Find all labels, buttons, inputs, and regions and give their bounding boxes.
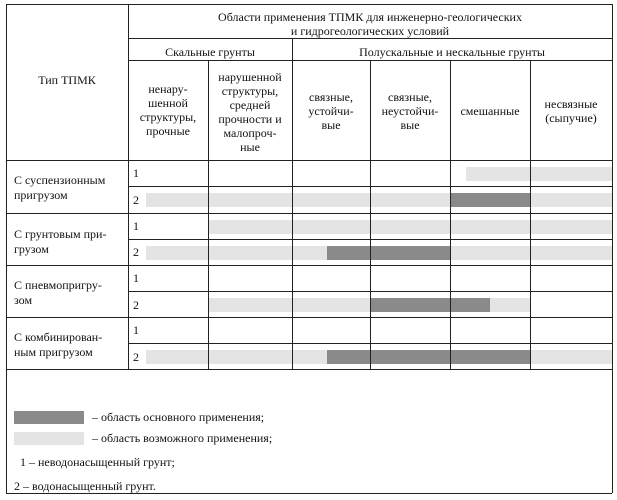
row-sub-number: 1 xyxy=(133,323,139,337)
possible-application-bar xyxy=(208,220,612,234)
column-header-cohesive-stable: связные, устойчи- вые xyxy=(308,90,354,132)
row-sub-number: 1 xyxy=(133,166,139,180)
possible-application-bar xyxy=(208,298,370,312)
group-row-line xyxy=(6,317,612,318)
header-rocky-group: Скальные грунты xyxy=(165,45,255,59)
main-application-bar xyxy=(327,350,530,364)
legend-note-unsaturated: 1 – неводонасыщенный грунт; xyxy=(20,455,175,469)
group-row-line xyxy=(6,265,612,266)
possible-application-bar xyxy=(146,193,450,207)
table-body-bottom-line xyxy=(6,369,612,370)
table-border-left xyxy=(6,4,7,493)
row-label-soil: С грунтовым при- грузом xyxy=(14,227,107,256)
possible-application-bar xyxy=(450,246,612,260)
header-semi-group: Полускальные и нескальные грунты xyxy=(359,45,545,59)
possible-application-bar xyxy=(466,167,612,181)
legend-main-text: – область основного применения; xyxy=(92,410,265,424)
legend-possible-swatch xyxy=(14,432,84,445)
sub-row-line xyxy=(128,291,612,292)
possible-application-bar xyxy=(146,350,327,364)
column-header-undisturbed: ненару- шенной структуры, прочные xyxy=(139,82,197,138)
column-header-loose: несвязные (сыпучие) xyxy=(544,97,598,125)
main-application-bar xyxy=(327,246,450,260)
row-label-suspension: С суспензионным пригрузом xyxy=(14,173,106,202)
sub-row-line xyxy=(128,239,612,240)
row-label-pneumo: С пневмопригру- зом xyxy=(14,278,102,307)
sub-row-line xyxy=(128,186,612,187)
legend-possible-text: – область возможного применения; xyxy=(92,431,273,445)
possible-application-bar xyxy=(146,246,327,260)
group-row-line xyxy=(6,213,612,214)
row-sub-number: 2 xyxy=(133,193,139,207)
group-divider-line xyxy=(292,38,293,369)
main-application-bar xyxy=(450,193,530,207)
possible-application-bar xyxy=(530,350,612,364)
possible-application-bar xyxy=(530,193,612,207)
column-header-mixed: смешанные xyxy=(460,104,520,118)
header-divider xyxy=(128,38,612,39)
main-application-bar xyxy=(370,298,490,312)
row-sub-number: 1 xyxy=(133,219,139,233)
column-header-disturbed: нарушенной структуры, средней прочности и малопроч- ные xyxy=(218,70,282,154)
row-sub-number: 2 xyxy=(133,350,139,364)
row-label-combined: С комбинирован- ным пригрузом xyxy=(14,330,103,359)
header-bottom-line xyxy=(6,160,612,161)
legend-note-saturated: 2 – водонасыщенный грунт. xyxy=(14,479,156,493)
row-sub-number: 2 xyxy=(133,245,139,259)
table-border-bottom xyxy=(6,493,612,494)
column-header-cohesive-unstable: связные, неустойчи- вые xyxy=(381,90,439,132)
legend-main-swatch xyxy=(14,411,84,424)
header-tpmk-type: Тип ТПМК xyxy=(38,73,96,87)
table-border-right xyxy=(612,4,613,493)
sub-row-line xyxy=(128,343,612,344)
header-areas-title: Области применения ТПМК для инженерно-геологических и гидрогеологических условий xyxy=(218,10,522,38)
table-border-top xyxy=(6,4,612,5)
row-sub-number: 1 xyxy=(133,271,139,285)
possible-application-bar xyxy=(490,298,530,312)
row-sub-number: 2 xyxy=(133,298,139,312)
